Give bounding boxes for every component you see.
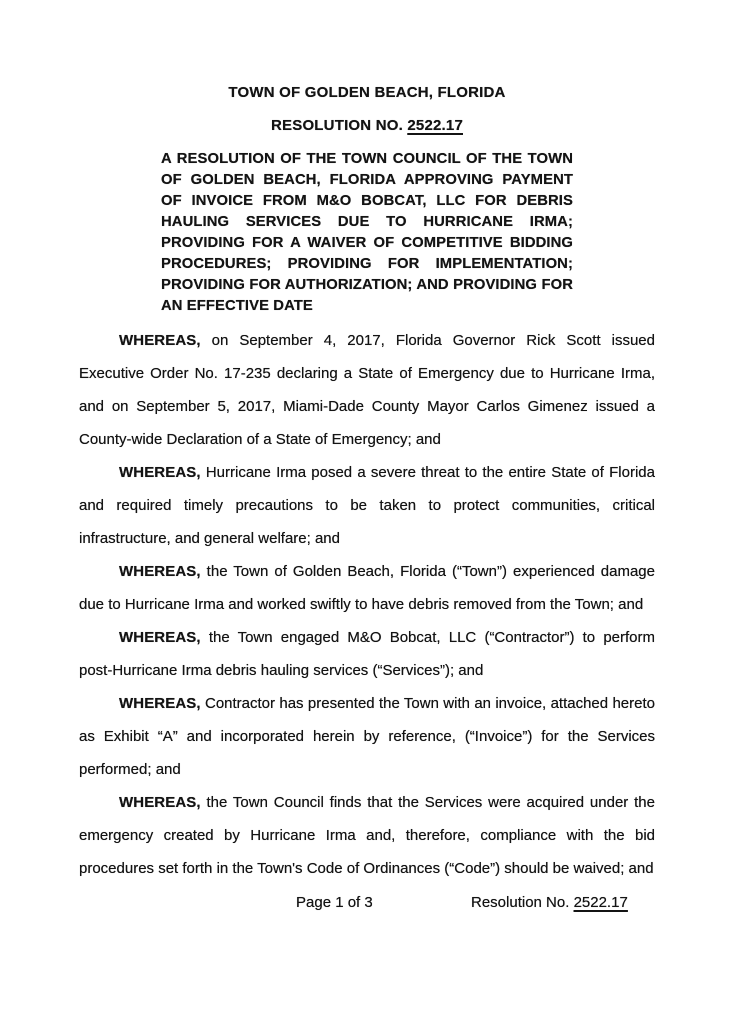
whereas-paragraph-5 <box>79 687 655 786</box>
whereas-text: the Town engaged M&O Bobcat, LLC (“Contractor”) to perform post-Hurricane Irma debris hauling services (“Services”); and <box>79 629 655 679</box>
footer-resolution-label: Resolution No. <box>471 894 570 911</box>
whereas-text: on September 4, 2017, Florida Governor Rick Scott issued Executive Order No. 17-235 declaring a State of Emergency due to Hurricane Irma, and on September 5, 2017, Miami-Dade County Mayor Carlos Gimenez issued a County-wide Declaration of a State of Emergency; and <box>79 332 655 448</box>
whereas-text: the Town Council finds that the Services were acquired under the emergency created by Hurricane Irma and, therefore, compliance with the bid procedures set forth in the Town's Code of Ordinances (“Code”) should be waived; and <box>79 794 655 877</box>
whereas-lead: WHEREAS, <box>119 794 201 811</box>
whereas-lead: WHEREAS, <box>119 332 201 349</box>
whereas-paragraph-2 <box>79 456 655 555</box>
whereas-paragraph-3 <box>79 555 655 621</box>
footer-resolution-number: 2522.17 <box>573 894 628 911</box>
whereas-lead: WHEREAS, <box>119 629 201 646</box>
whereas-text: Contractor has presented the Town with an invoice, attached hereto as Exhibit “A” and incorporated herein by reference, (“Invoice”) for the Services performed; and <box>79 695 655 778</box>
whereas-paragraph-4 <box>79 621 655 687</box>
whereas-lead: WHEREAS, <box>119 563 201 580</box>
whereas-lead: WHEREAS, <box>119 464 201 481</box>
whereas-lead: WHEREAS, <box>119 695 201 712</box>
footer-resolution-reference <box>471 894 628 911</box>
page-number: Page 1 of 3 <box>296 894 373 911</box>
whereas-text: Hurricane Irma posed a severe threat to the entire State of Florida and required timely precautions to be taken to protect communities, critical infrastructure, and general welfare; and <box>79 464 655 547</box>
resolution-heading-number: 2522.17 <box>407 117 463 134</box>
document-org-title: TOWN OF GOLDEN BEACH, FLORIDA <box>228 84 506 101</box>
document-body <box>79 324 655 885</box>
resolution-number-heading <box>79 117 655 135</box>
resolution-heading-label: RESOLUTION NO. <box>271 117 403 134</box>
whereas-text: the Town of Golden Beach, Florida (“Town”) experienced damage due to Hurricane Irma and worked swiftly to have debris removed from the Town; and <box>79 563 655 613</box>
whereas-paragraph-6 <box>79 786 655 885</box>
resolution-title: A RESOLUTION OF THE TOWN COUNCIL OF THE TOWN OF GOLDEN BEACH, FLORIDA APPROVING PAYMENT OF INVOICE FROM M&O BOBCAT, LLC FOR DEBRIS HAULING SERVICES DUE TO HURRICANE IRMA; PROVIDING FOR A WAIVER OF COMPETITIVE BIDDING PROCEDURES; PROVIDING FOR IMPLEMENTATION; PROVIDING FOR AUTHORIZATION; AND PROVIDING FOR AN EFFECTIVE DATE <box>161 151 573 314</box>
whereas-paragraph-1 <box>79 324 655 456</box>
